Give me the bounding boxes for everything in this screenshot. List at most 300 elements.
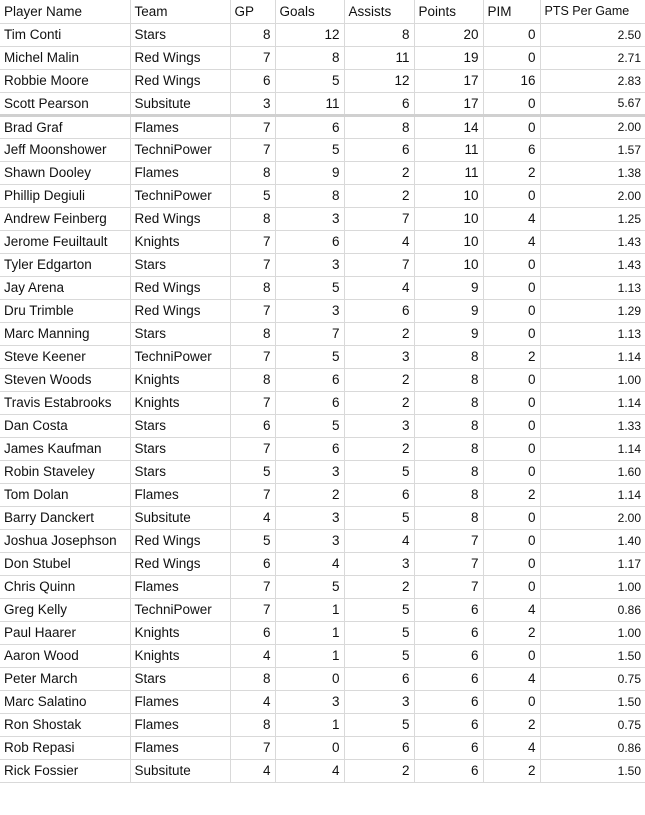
cell-goals[interactable]: 5 [275,414,344,437]
cell-gp[interactable]: 7 [230,575,275,598]
cell-team[interactable]: Red Wings [130,276,230,299]
cell-goals[interactable]: 1 [275,644,344,667]
cell-goals[interactable]: 3 [275,299,344,322]
cell-points[interactable]: 8 [414,368,483,391]
cell-pts-per-game[interactable]: 1.13 [540,276,645,299]
cell-points[interactable]: 8 [414,391,483,414]
cell-points[interactable]: 10 [414,207,483,230]
cell-pim[interactable]: 2 [483,713,540,736]
cell-pts-per-game[interactable]: 1.43 [540,253,645,276]
cell-pim[interactable]: 0 [483,552,540,575]
cell-goals[interactable]: 12 [275,23,344,46]
cell-points[interactable]: 8 [414,483,483,506]
cell-pts-per-game[interactable]: 2.00 [540,506,645,529]
cell-gp[interactable]: 8 [230,368,275,391]
cell-pim[interactable]: 4 [483,207,540,230]
cell-points[interactable]: 6 [414,598,483,621]
cell-pim[interactable]: 0 [483,575,540,598]
cell-player-name[interactable]: Brad Graf [0,115,130,138]
cell-points[interactable]: 8 [414,460,483,483]
cell-pim[interactable]: 2 [483,161,540,184]
cell-pim[interactable]: 0 [483,437,540,460]
cell-team[interactable]: Knights [130,230,230,253]
cell-pts-per-game[interactable]: 1.60 [540,460,645,483]
cell-assists[interactable]: 4 [344,230,414,253]
cell-assists[interactable]: 5 [344,598,414,621]
cell-goals[interactable]: 5 [275,138,344,161]
cell-goals[interactable]: 8 [275,46,344,69]
cell-assists[interactable]: 2 [344,161,414,184]
table-row [0,667,645,690]
cell-goals[interactable]: 1 [275,713,344,736]
cell-points[interactable]: 9 [414,276,483,299]
cell-points[interactable]: 8 [414,345,483,368]
cell-gp[interactable]: 7 [230,115,275,138]
header-pts-per-game[interactable]: PTS Per Game [540,0,645,23]
cell-points[interactable]: 17 [414,69,483,92]
cell-team[interactable]: Subsitute [130,506,230,529]
cell-team[interactable]: TechniPower [130,345,230,368]
cell-pts-per-game[interactable]: 0.86 [540,736,645,759]
cell-assists[interactable]: 6 [344,667,414,690]
cell-pts-per-game[interactable]: 1.14 [540,391,645,414]
cell-team[interactable]: Stars [130,667,230,690]
cell-assists[interactable]: 6 [344,736,414,759]
cell-player-name[interactable]: Paul Haarer [0,621,130,644]
cell-assists[interactable]: 2 [344,575,414,598]
cell-team[interactable]: Stars [130,253,230,276]
cell-goals[interactable]: 5 [275,69,344,92]
cell-goals[interactable]: 1 [275,621,344,644]
cell-points[interactable]: 6 [414,736,483,759]
cell-player-name[interactable]: Ron Shostak [0,713,130,736]
cell-pts-per-game[interactable]: 1.33 [540,414,645,437]
table-row [0,414,645,437]
cell-gp[interactable]: 7 [230,391,275,414]
table-row [0,391,645,414]
cell-pts-per-game[interactable]: 1.00 [540,368,645,391]
table-row [0,506,645,529]
cell-player-name[interactable]: Tyler Edgarton [0,253,130,276]
cell-player-name[interactable]: Travis Estabrooks [0,391,130,414]
cell-points[interactable]: 7 [414,552,483,575]
cell-assists[interactable]: 6 [344,92,414,115]
cell-pts-per-game[interactable]: 2.00 [540,115,645,138]
cell-pts-per-game[interactable]: 5.67 [540,92,645,115]
cell-pts-per-game[interactable]: 1.00 [540,575,645,598]
cell-points[interactable]: 6 [414,621,483,644]
cell-gp[interactable]: 7 [230,253,275,276]
cell-points[interactable]: 11 [414,138,483,161]
cell-pim[interactable]: 0 [483,529,540,552]
cell-gp[interactable]: 7 [230,46,275,69]
cell-player-name[interactable]: Tom Dolan [0,483,130,506]
cell-team[interactable]: Red Wings [130,529,230,552]
table-row [0,46,645,69]
cell-goals[interactable]: 9 [275,161,344,184]
cell-assists[interactable]: 3 [344,690,414,713]
cell-goals[interactable]: 1 [275,598,344,621]
cell-assists[interactable]: 12 [344,69,414,92]
cell-points[interactable]: 14 [414,115,483,138]
cell-player-name[interactable]: Jerome Feuiltault [0,230,130,253]
cell-player-name[interactable]: Barry Danckert [0,506,130,529]
cell-team[interactable]: Stars [130,322,230,345]
cell-player-name[interactable]: Steve Keener [0,345,130,368]
cell-player-name[interactable]: Steven Woods [0,368,130,391]
cell-gp[interactable]: 8 [230,23,275,46]
cell-assists[interactable]: 8 [344,115,414,138]
cell-assists[interactable]: 3 [344,414,414,437]
cell-pts-per-game[interactable]: 1.00 [540,621,645,644]
cell-assists[interactable]: 2 [344,368,414,391]
cell-player-name[interactable]: Rob Repasi [0,736,130,759]
cell-pts-per-game[interactable]: 1.14 [540,437,645,460]
cell-team[interactable]: Flames [130,575,230,598]
cell-pim[interactable]: 4 [483,598,540,621]
cell-assists[interactable]: 5 [344,460,414,483]
cell-pim[interactable]: 0 [483,92,540,115]
cell-points[interactable]: 17 [414,92,483,115]
cell-pim[interactable]: 4 [483,667,540,690]
cell-assists[interactable]: 2 [344,759,414,782]
cell-player-name[interactable]: Aaron Wood [0,644,130,667]
cell-gp[interactable]: 8 [230,207,275,230]
cell-player-name[interactable]: Rick Fossier [0,759,130,782]
cell-team[interactable]: Knights [130,391,230,414]
cell-gp[interactable]: 7 [230,138,275,161]
cell-pim[interactable]: 0 [483,322,540,345]
cell-player-name[interactable]: Greg Kelly [0,598,130,621]
cell-assists[interactable]: 4 [344,529,414,552]
cell-goals[interactable]: 3 [275,529,344,552]
table-row [0,713,645,736]
cell-pim[interactable]: 4 [483,230,540,253]
cell-team[interactable]: Subsitute [130,759,230,782]
cell-gp[interactable]: 7 [230,345,275,368]
cell-goals[interactable]: 4 [275,552,344,575]
cell-player-name[interactable]: James Kaufman [0,437,130,460]
cell-assists[interactable]: 8 [344,23,414,46]
header-team[interactable]: Team [130,0,230,23]
cell-points[interactable]: 10 [414,253,483,276]
cell-assists[interactable]: 2 [344,391,414,414]
cell-player-name[interactable]: Don Stubel [0,552,130,575]
cell-team[interactable]: Flames [130,736,230,759]
table-row [0,644,645,667]
cell-gp[interactable]: 7 [230,736,275,759]
cell-pts-per-game[interactable]: 1.38 [540,161,645,184]
cell-pim[interactable]: 2 [483,621,540,644]
cell-pim[interactable]: 16 [483,69,540,92]
cell-team[interactable]: Red Wings [130,207,230,230]
cell-pim[interactable]: 0 [483,391,540,414]
table-row [0,230,645,253]
cell-player-name[interactable]: Chris Quinn [0,575,130,598]
cell-player-name[interactable]: Jeff Moonshower [0,138,130,161]
cell-points[interactable]: 6 [414,759,483,782]
cell-pim[interactable]: 0 [483,23,540,46]
cell-player-name[interactable]: Marc Salatino [0,690,130,713]
table-row [0,299,645,322]
cell-gp[interactable]: 4 [230,690,275,713]
table-row [0,253,645,276]
cell-points[interactable]: 10 [414,230,483,253]
cell-team[interactable]: Flames [130,483,230,506]
cell-points[interactable]: 6 [414,690,483,713]
cell-points[interactable]: 7 [414,529,483,552]
cell-goals[interactable]: 6 [275,391,344,414]
cell-pim[interactable]: 2 [483,483,540,506]
cell-gp[interactable]: 7 [230,437,275,460]
cell-gp[interactable]: 4 [230,644,275,667]
cell-pim[interactable]: 0 [483,299,540,322]
cell-team[interactable]: Knights [130,621,230,644]
cell-player-name[interactable]: Michel Malin [0,46,130,69]
cell-pts-per-game[interactable]: 1.17 [540,552,645,575]
cell-player-name[interactable]: Jay Arena [0,276,130,299]
cell-player-name[interactable]: Marc Manning [0,322,130,345]
cell-pts-per-game[interactable]: 1.50 [540,644,645,667]
table-row [0,552,645,575]
cell-points[interactable]: 19 [414,46,483,69]
cell-gp[interactable]: 8 [230,276,275,299]
cell-gp[interactable]: 8 [230,322,275,345]
cell-pim[interactable]: 0 [483,690,540,713]
cell-pts-per-game[interactable]: 0.75 [540,667,645,690]
cell-assists[interactable]: 11 [344,46,414,69]
cell-player-name[interactable]: Tim Conti [0,23,130,46]
cell-assists[interactable]: 2 [344,322,414,345]
cell-goals[interactable]: 6 [275,230,344,253]
cell-player-name[interactable]: Robin Staveley [0,460,130,483]
cell-team[interactable]: Red Wings [130,46,230,69]
cell-gp[interactable]: 4 [230,759,275,782]
cell-pim[interactable]: 0 [483,184,540,207]
cell-team[interactable]: Subsitute [130,92,230,115]
table-row [0,115,645,138]
cell-gp[interactable]: 8 [230,713,275,736]
cell-pts-per-game[interactable]: 1.29 [540,299,645,322]
cell-pim[interactable]: 2 [483,759,540,782]
cell-pim[interactable]: 0 [483,644,540,667]
cell-pts-per-game[interactable]: 2.71 [540,46,645,69]
header-assists[interactable]: Assists [344,0,414,23]
cell-goals[interactable]: 6 [275,115,344,138]
cell-assists[interactable]: 7 [344,207,414,230]
cell-player-name[interactable]: Shawn Dooley [0,161,130,184]
cell-points[interactable]: 9 [414,299,483,322]
cell-points[interactable]: 11 [414,161,483,184]
cell-assists[interactable]: 6 [344,138,414,161]
cell-pts-per-game[interactable]: 1.13 [540,322,645,345]
table-row [0,69,645,92]
header-gp[interactable]: GP [230,0,275,23]
cell-pim[interactable]: 4 [483,736,540,759]
cell-team[interactable]: TechniPower [130,138,230,161]
cell-team[interactable]: TechniPower [130,598,230,621]
cell-goals[interactable]: 6 [275,437,344,460]
cell-points[interactable]: 9 [414,322,483,345]
cell-points[interactable]: 7 [414,575,483,598]
cell-goals[interactable]: 3 [275,506,344,529]
cell-team[interactable]: Stars [130,23,230,46]
cell-points[interactable]: 8 [414,414,483,437]
header-goals[interactable]: Goals [275,0,344,23]
cell-assists[interactable]: 6 [344,299,414,322]
cell-player-name[interactable]: Scott Pearson [0,92,130,115]
cell-team[interactable]: TechniPower [130,184,230,207]
header-points[interactable]: Points [414,0,483,23]
header-player-name[interactable]: Player Name [0,0,130,23]
cell-points[interactable]: 20 [414,23,483,46]
header-pim[interactable]: PIM [483,0,540,23]
cell-pts-per-game[interactable]: 1.14 [540,483,645,506]
cell-team[interactable]: Flames [130,690,230,713]
cell-gp[interactable]: 7 [230,483,275,506]
cell-team[interactable]: Red Wings [130,69,230,92]
cell-assists[interactable]: 7 [344,253,414,276]
cell-pts-per-game[interactable]: 1.25 [540,207,645,230]
cell-goals[interactable]: 0 [275,667,344,690]
table-row [0,345,645,368]
cell-gp[interactable]: 5 [230,184,275,207]
cell-gp[interactable]: 6 [230,552,275,575]
cell-goals[interactable]: 4 [275,759,344,782]
cell-gp[interactable]: 7 [230,230,275,253]
cell-gp[interactable]: 3 [230,92,275,115]
cell-assists[interactable]: 5 [344,506,414,529]
cell-player-name[interactable]: Phillip Degiuli [0,184,130,207]
cell-points[interactable]: 10 [414,184,483,207]
cell-pts-per-game[interactable]: 1.14 [540,345,645,368]
cell-team[interactable]: Stars [130,437,230,460]
cell-pim[interactable]: 0 [483,115,540,138]
table-row [0,207,645,230]
cell-team[interactable]: Knights [130,644,230,667]
cell-player-name[interactable]: Dru Trimble [0,299,130,322]
cell-team[interactable]: Stars [130,414,230,437]
cell-gp[interactable]: 5 [230,529,275,552]
cell-pim[interactable]: 0 [483,46,540,69]
cell-gp[interactable]: 6 [230,621,275,644]
cell-gp[interactable]: 6 [230,414,275,437]
cell-team[interactable]: Flames [130,161,230,184]
table-row [0,759,645,782]
cell-gp[interactable]: 7 [230,598,275,621]
cell-goals[interactable]: 7 [275,322,344,345]
cell-points[interactable]: 8 [414,437,483,460]
cell-assists[interactable]: 2 [344,184,414,207]
cell-gp[interactable]: 5 [230,460,275,483]
cell-pim[interactable]: 0 [483,506,540,529]
cell-pim[interactable]: 0 [483,460,540,483]
cell-pts-per-game[interactable]: 1.57 [540,138,645,161]
cell-player-name[interactable]: Peter March [0,667,130,690]
cell-assists[interactable]: 5 [344,713,414,736]
cell-gp[interactable]: 4 [230,506,275,529]
cell-pts-per-game[interactable]: 0.86 [540,598,645,621]
cell-goals[interactable]: 5 [275,345,344,368]
table-row [0,92,645,115]
cell-pts-per-game[interactable]: 1.50 [540,690,645,713]
table-row [0,138,645,161]
table-row [0,161,645,184]
cell-player-name[interactable]: Dan Costa [0,414,130,437]
cell-goals[interactable]: 11 [275,92,344,115]
cell-goals[interactable]: 8 [275,184,344,207]
table-row [0,483,645,506]
cell-goals[interactable]: 5 [275,276,344,299]
cell-pim[interactable]: 2 [483,345,540,368]
cell-gp[interactable]: 6 [230,69,275,92]
cell-pts-per-game[interactable]: 2.50 [540,23,645,46]
cell-pts-per-game[interactable]: 2.00 [540,184,645,207]
cell-pts-per-game[interactable]: 1.50 [540,759,645,782]
cell-pim[interactable]: 0 [483,414,540,437]
cell-goals[interactable]: 3 [275,460,344,483]
cell-player-name[interactable]: Andrew Feinberg [0,207,130,230]
cell-assists[interactable]: 4 [344,276,414,299]
cell-goals[interactable]: 3 [275,253,344,276]
cell-pim[interactable]: 6 [483,138,540,161]
cell-team[interactable]: Flames [130,713,230,736]
cell-points[interactable]: 6 [414,667,483,690]
header-row [0,0,645,23]
cell-assists[interactable]: 3 [344,345,414,368]
cell-gp[interactable]: 8 [230,667,275,690]
cell-points[interactable]: 6 [414,644,483,667]
cell-player-name[interactable]: Robbie Moore [0,69,130,92]
cell-assists[interactable]: 5 [344,644,414,667]
table-row [0,575,645,598]
cell-assists[interactable]: 3 [344,552,414,575]
cell-pim[interactable]: 0 [483,253,540,276]
cell-goals[interactable]: 3 [275,690,344,713]
cell-points[interactable]: 6 [414,713,483,736]
cell-gp[interactable]: 8 [230,161,275,184]
cell-pts-per-game[interactable]: 1.40 [540,529,645,552]
cell-player-name[interactable]: Joshua Josephson [0,529,130,552]
cell-pts-per-game[interactable]: 2.83 [540,69,645,92]
table-row [0,736,645,759]
cell-assists[interactable]: 2 [344,437,414,460]
cell-goals[interactable]: 0 [275,736,344,759]
cell-gp[interactable]: 7 [230,299,275,322]
cell-assists[interactable]: 6 [344,483,414,506]
cell-goals[interactable]: 5 [275,575,344,598]
cell-pts-per-game[interactable]: 0.75 [540,713,645,736]
cell-pim[interactable]: 0 [483,276,540,299]
cell-goals[interactable]: 2 [275,483,344,506]
cell-goals[interactable]: 6 [275,368,344,391]
table-row [0,23,645,46]
table-row [0,322,645,345]
cell-team[interactable]: Stars [130,460,230,483]
table-row [0,460,645,483]
cell-goals[interactable]: 3 [275,207,344,230]
table-row [0,368,645,391]
table-row [0,437,645,460]
cell-team[interactable]: Red Wings [130,299,230,322]
cell-pts-per-game[interactable]: 1.43 [540,230,645,253]
cell-assists[interactable]: 5 [344,621,414,644]
cell-team[interactable]: Red Wings [130,552,230,575]
cell-points[interactable]: 8 [414,506,483,529]
cell-team[interactable]: Flames [130,115,230,138]
cell-pim[interactable]: 0 [483,368,540,391]
cell-team[interactable]: Knights [130,368,230,391]
